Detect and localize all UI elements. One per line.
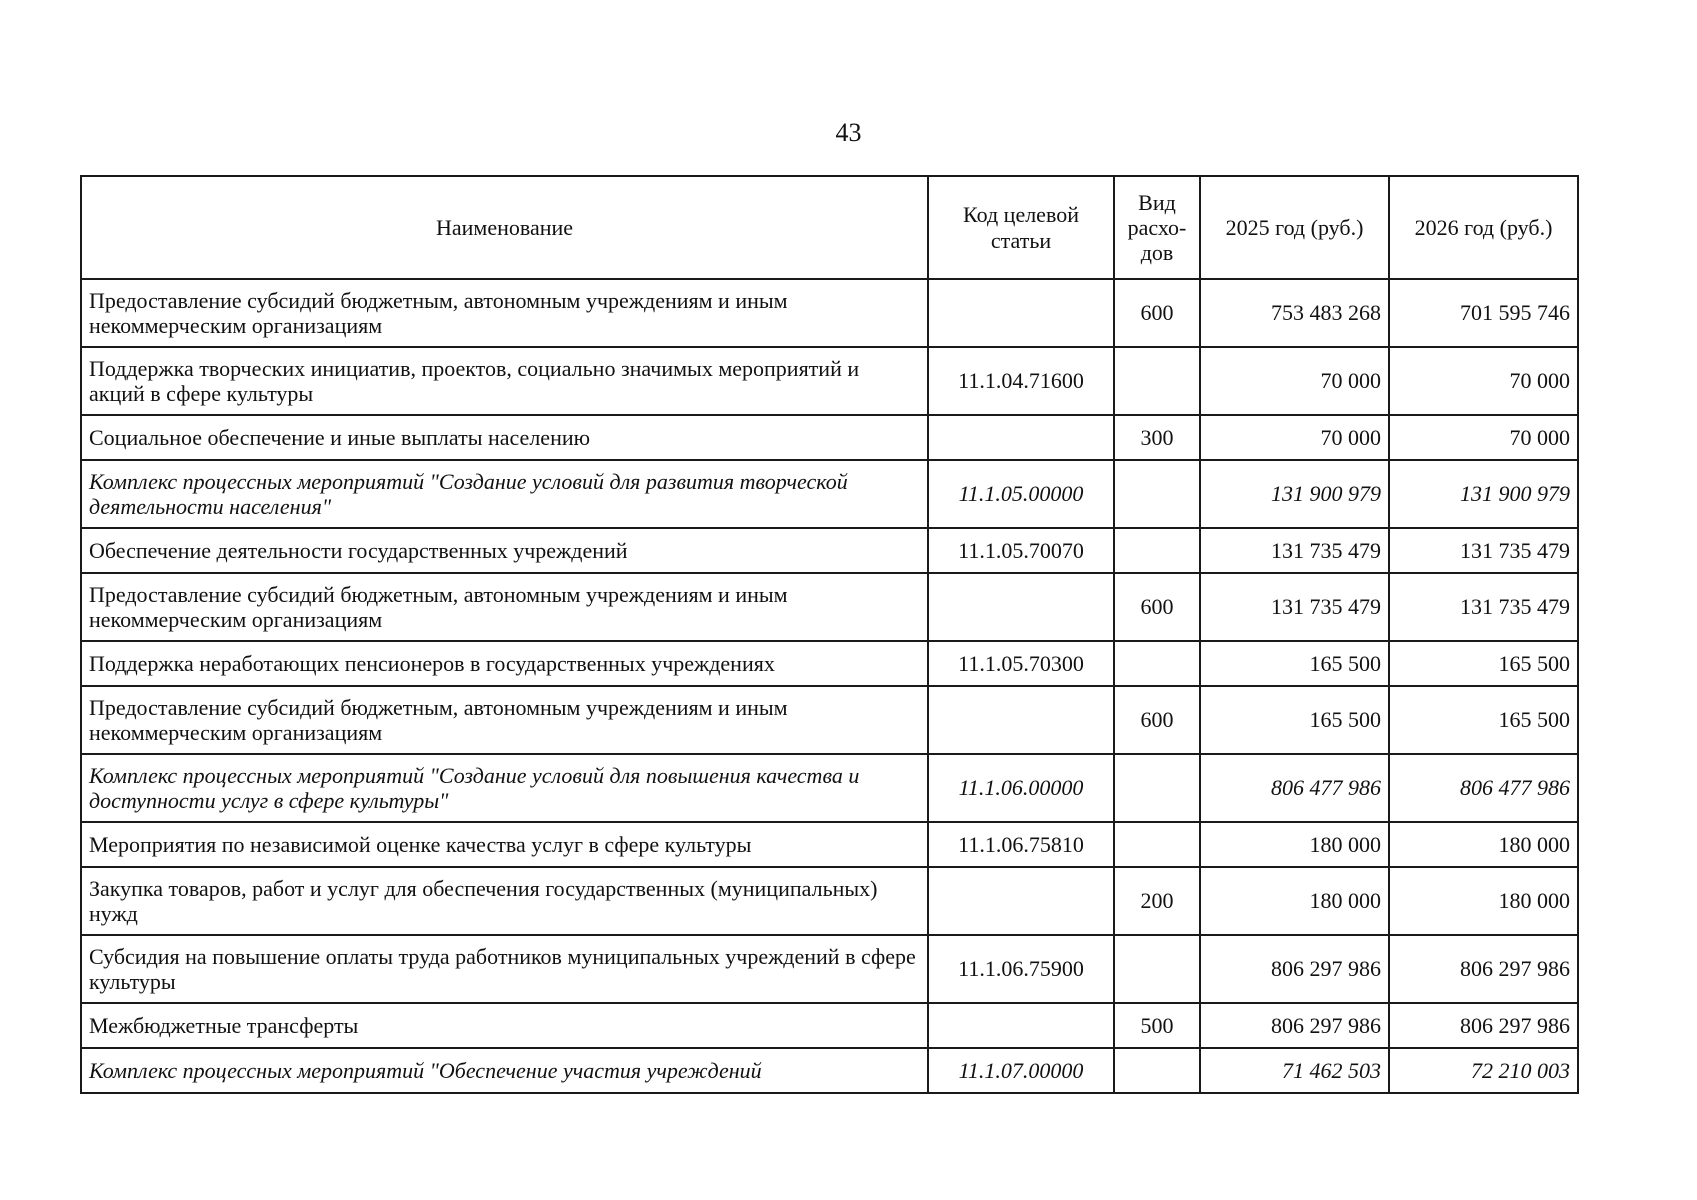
cell-code — [928, 867, 1114, 935]
cell-2025: 806 297 986 — [1200, 1003, 1389, 1048]
cell-2025: 180 000 — [1200, 867, 1389, 935]
cell-2026: 131 900 979 — [1389, 460, 1578, 528]
cell-2026: 131 735 479 — [1389, 573, 1578, 641]
cell-name: Мероприятия по независимой оценке качества услуг в сфере культуры — [81, 822, 928, 867]
table-row — [81, 573, 1578, 641]
cell-kind — [1114, 528, 1200, 573]
cell-code: 11.1.06.75810 — [928, 822, 1114, 867]
cell-kind: 200 — [1114, 867, 1200, 935]
cell-code: 11.1.06.75900 — [928, 935, 1114, 1003]
cell-2025: 165 500 — [1200, 641, 1389, 686]
header-code: Код целевой статьи — [928, 176, 1114, 279]
header-2026: 2026 год (руб.) — [1389, 176, 1578, 279]
table-row — [81, 415, 1578, 460]
table-row — [81, 935, 1578, 1003]
header-kind: Вид расхо-дов — [1114, 176, 1200, 279]
header-name: Наименование — [81, 176, 928, 279]
cell-kind — [1114, 822, 1200, 867]
cell-kind — [1114, 935, 1200, 1003]
cell-2025: 131 900 979 — [1200, 460, 1389, 528]
cell-2025: 131 735 479 — [1200, 573, 1389, 641]
cell-2025: 165 500 — [1200, 686, 1389, 754]
cell-code: 11.1.04.71600 — [928, 347, 1114, 415]
cell-name: Предоставление субсидий бюджетным, автономным учреждениям и иным некоммерческим организациям — [81, 573, 928, 641]
header-2025: 2025 год (руб.) — [1200, 176, 1389, 279]
cell-name: Комплекс процессных мероприятий "Обеспечение участия учреждений — [81, 1048, 928, 1093]
cell-2026: 701 595 746 — [1389, 279, 1578, 347]
cell-name: Субсидия на повышение оплаты труда работников муниципальных учреждений в сфере культуры — [81, 935, 928, 1003]
cell-2026: 806 297 986 — [1389, 1003, 1578, 1048]
cell-name: Комплекс процессных мероприятий "Создание условий для развития творческой деятельности населения" — [81, 460, 928, 528]
cell-kind — [1114, 347, 1200, 415]
cell-kind: 500 — [1114, 1003, 1200, 1048]
cell-kind — [1114, 641, 1200, 686]
budget-table — [80, 175, 1579, 1094]
cell-code — [928, 686, 1114, 754]
cell-2026: 72 210 003 — [1389, 1048, 1578, 1093]
cell-2026: 70 000 — [1389, 347, 1578, 415]
cell-2025: 806 477 986 — [1200, 754, 1389, 822]
cell-2025: 806 297 986 — [1200, 935, 1389, 1003]
cell-name: Поддержка неработающих пенсионеров в государственных учреждениях — [81, 641, 928, 686]
cell-kind: 300 — [1114, 415, 1200, 460]
cell-kind: 600 — [1114, 686, 1200, 754]
cell-2026: 165 500 — [1389, 641, 1578, 686]
cell-2025: 71 462 503 — [1200, 1048, 1389, 1093]
cell-2025: 753 483 268 — [1200, 279, 1389, 347]
cell-code: 11.1.07.00000 — [928, 1048, 1114, 1093]
cell-2026: 806 477 986 — [1389, 754, 1578, 822]
table-row — [81, 528, 1578, 573]
cell-kind — [1114, 460, 1200, 528]
table-row — [81, 1048, 1578, 1093]
cell-name: Обеспечение деятельности государственных учреждений — [81, 528, 928, 573]
table-row — [81, 1003, 1578, 1048]
cell-code — [928, 415, 1114, 460]
cell-name: Комплекс процессных мероприятий "Создание условий для повышения качества и доступности услуг в сфере культуры" — [81, 754, 928, 822]
table-row — [81, 279, 1578, 347]
table-row — [81, 460, 1578, 528]
cell-kind — [1114, 1048, 1200, 1093]
page-number: 43 — [835, 118, 862, 147]
cell-2025: 70 000 — [1200, 347, 1389, 415]
cell-2025: 70 000 — [1200, 415, 1389, 460]
cell-2026: 806 297 986 — [1389, 935, 1578, 1003]
cell-2026: 70 000 — [1389, 415, 1578, 460]
cell-code: 11.1.05.70070 — [928, 528, 1114, 573]
cell-kind: 600 — [1114, 279, 1200, 347]
cell-name: Поддержка творческих инициатив, проектов, социально значимых мероприятий и акций в сфере культуры — [81, 347, 928, 415]
cell-code: 11.1.06.00000 — [928, 754, 1114, 822]
cell-code: 11.1.05.00000 — [928, 460, 1114, 528]
cell-kind — [1114, 754, 1200, 822]
cell-code — [928, 279, 1114, 347]
cell-name: Предоставление субсидий бюджетным, автономным учреждениям и иным некоммерческим организациям — [81, 279, 928, 347]
header-row — [81, 176, 1578, 279]
cell-kind: 600 — [1114, 573, 1200, 641]
cell-2026: 165 500 — [1389, 686, 1578, 754]
table-row — [81, 686, 1578, 754]
table-row — [81, 347, 1578, 415]
table-row — [81, 754, 1578, 822]
table-row — [81, 822, 1578, 867]
cell-name: Закупка товаров, работ и услуг для обеспечения государственных (муниципальных) нужд — [81, 867, 928, 935]
table-row — [81, 641, 1578, 686]
cell-2026: 180 000 — [1389, 867, 1578, 935]
cell-2026: 180 000 — [1389, 822, 1578, 867]
cell-code — [928, 1003, 1114, 1048]
cell-code — [928, 573, 1114, 641]
cell-2025: 180 000 — [1200, 822, 1389, 867]
table-row — [81, 867, 1578, 935]
cell-name: Социальное обеспечение и иные выплаты населению — [81, 415, 928, 460]
cell-name: Предоставление субсидий бюджетным, автономным учреждениям и иным некоммерческим организациям — [81, 686, 928, 754]
cell-2025: 131 735 479 — [1200, 528, 1389, 573]
cell-name: Межбюджетные трансферты — [81, 1003, 928, 1048]
cell-2026: 131 735 479 — [1389, 528, 1578, 573]
cell-code: 11.1.05.70300 — [928, 641, 1114, 686]
